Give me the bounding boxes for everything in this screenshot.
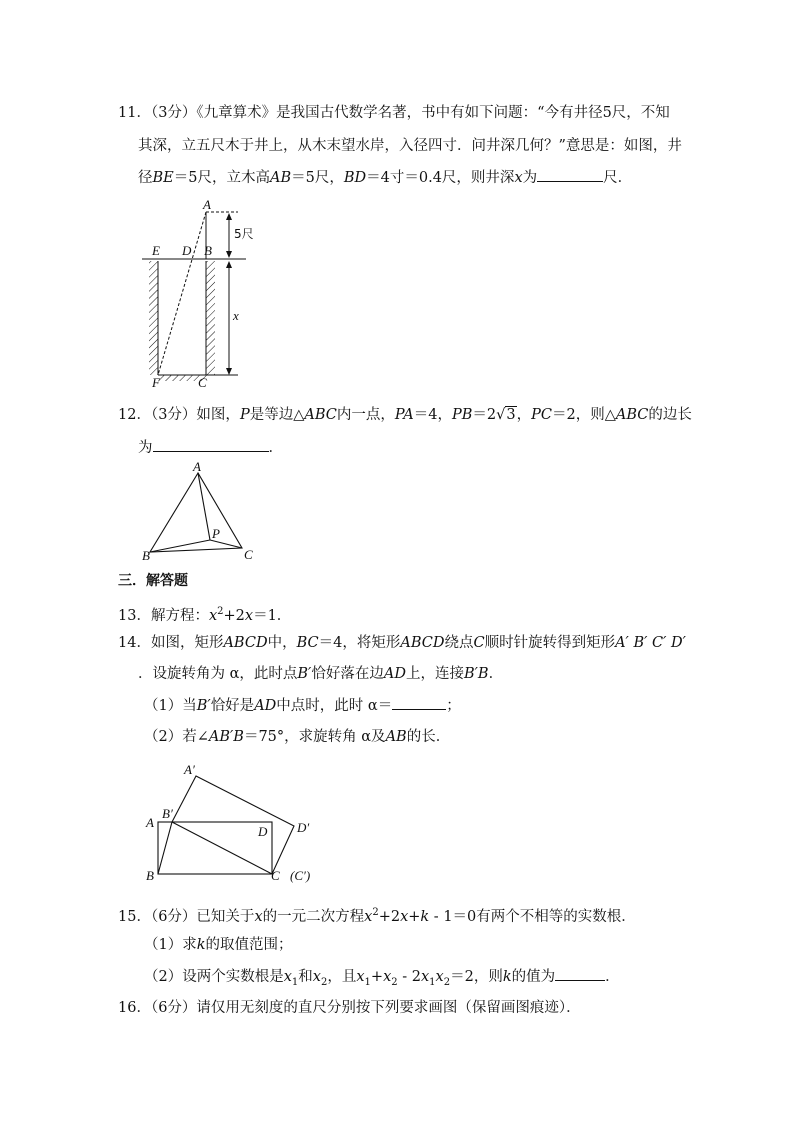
triangle-ABC xyxy=(150,473,242,552)
triangle-figure xyxy=(138,460,262,564)
segment-BB2 xyxy=(158,822,172,874)
label-F: F xyxy=(152,375,160,388)
q11-line2: 其深，立五尺木于井上，从木末望水岸，入径四寸．问井深几何？”意思是：如图，井 xyxy=(138,138,682,154)
q11-line3: 径BE＝5尺，立木高AB＝5尺，BD＝4寸＝0.4尺，则井深x为 尺． xyxy=(138,167,632,188)
q13-line: 13．解方程：$x^2+2x=1$． xyxy=(118,606,292,624)
label-B: B xyxy=(146,868,154,883)
label-A: A xyxy=(203,197,211,212)
label-B: B xyxy=(142,548,150,563)
label-P: P xyxy=(212,526,220,541)
segment-PC xyxy=(210,540,242,548)
q15-part2: （2）设两个实数根是$x_1$和$x_2$，且$x_1+x_2 - 2x_1x_2=2$，则k的值为 ． xyxy=(144,966,620,993)
q15-line1: 15．（6分）已知关于x的一元二次方程$x^2+2x+k - 1=0$有两个不相等的实数根． xyxy=(118,907,636,925)
arrow-head xyxy=(226,213,232,220)
label-C2: (C′) xyxy=(290,868,311,883)
label-A2: A′ xyxy=(184,762,195,777)
rect-A2B2C2D2 xyxy=(172,776,294,874)
rect-ABCD xyxy=(158,822,272,874)
section-title: 三．解答题 xyxy=(118,573,188,589)
label-C: C xyxy=(271,868,280,883)
q14-line2: ．设旋转角为 α，此时点B′恰好落在边AD上，连接B′B． xyxy=(138,666,504,682)
q16-line: 16．（6分）请仅用无刻度的直尺分别按下列要求画图（保留画图痕迹）． xyxy=(118,1000,581,1016)
well-figure xyxy=(138,196,278,388)
label-C: C xyxy=(198,375,207,388)
q11-line1: 11．（3分）《九章算术》是我国古代数学名著，书中有如下问题：“今有井径5尺，不知 xyxy=(118,105,670,121)
label-A: A xyxy=(193,460,201,474)
label-x: x xyxy=(233,308,239,323)
rectangle-figure xyxy=(140,760,330,888)
answer-blank[interactable] xyxy=(537,167,603,182)
q12-line1: 12．（3分）如图，P是等边△ABC内一点，PA＝4，PB＝2√3，PC＝2，则△ABC的边长 xyxy=(118,407,692,423)
label-5chi: 5尺 xyxy=(234,227,254,241)
label-C: C xyxy=(244,547,253,562)
answer-blank[interactable] xyxy=(392,695,446,710)
left-wall-hatch xyxy=(149,261,158,375)
q14-part2: （2）若∠AB′B＝75°，求旋转角 α及AB的长． xyxy=(144,729,451,745)
arrow-head xyxy=(226,261,232,268)
answer-blank[interactable] xyxy=(555,966,605,981)
sqrt-symbol: √3 xyxy=(496,407,516,423)
q12-line2: 为 ． xyxy=(138,437,283,458)
arrow-head xyxy=(226,251,232,258)
sight-line-AF xyxy=(158,212,206,375)
label-A: A xyxy=(146,815,154,830)
label-B2: B′ xyxy=(162,806,173,821)
q14-line1: 14．如图，矩形ABCD中，BC＝4，将矩形ABCD绕点C顺时针旋转得到矩形A′ B′ C′ D′ xyxy=(118,635,686,651)
label-D2: D′ xyxy=(297,820,310,835)
arrow-head xyxy=(226,368,232,375)
answer-blank[interactable] xyxy=(153,437,269,452)
label-D: D xyxy=(258,824,268,839)
label-B: B xyxy=(204,243,212,258)
q15-part1: （1）求k的取值范围； xyxy=(144,937,293,953)
label-D: D xyxy=(182,243,192,258)
right-wall-hatch xyxy=(206,261,215,375)
q14-part1: （1）当B′恰好是AD中点时，此时 α＝ ； xyxy=(144,695,461,716)
label-E: E xyxy=(152,243,160,258)
